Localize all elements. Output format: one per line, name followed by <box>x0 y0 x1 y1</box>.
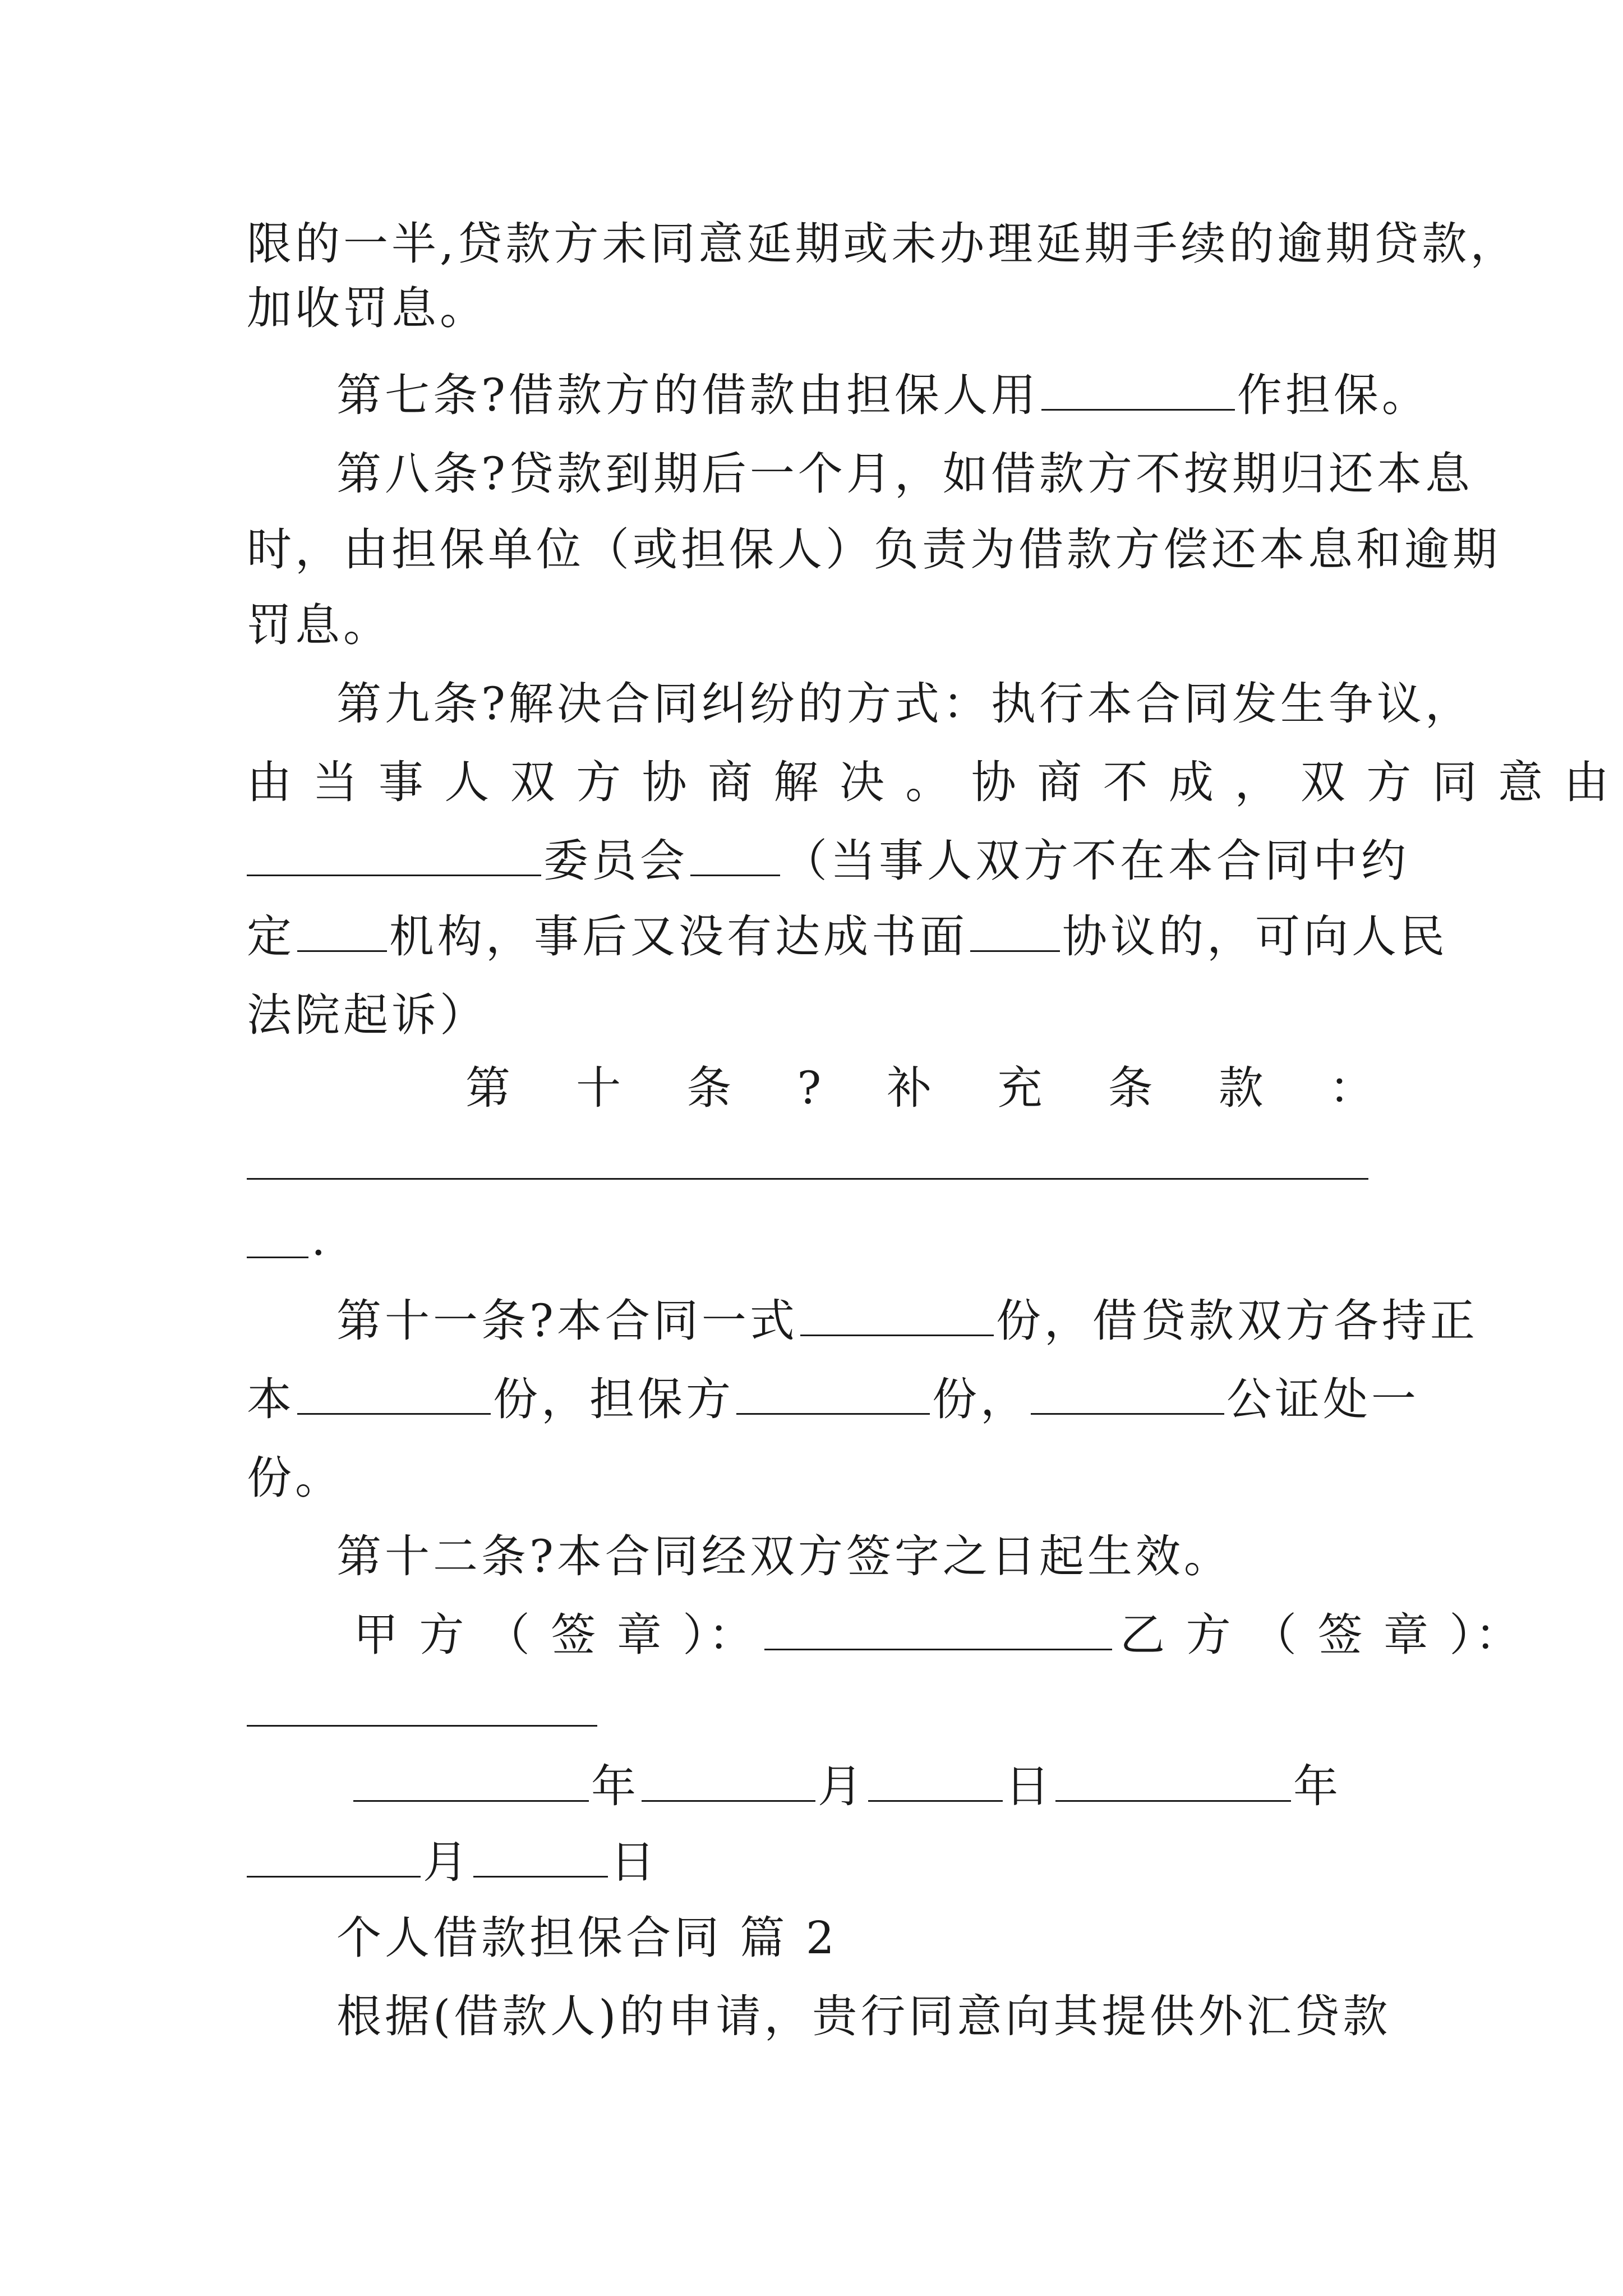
text-span: 加收罚息。 <box>247 282 488 334</box>
text-span: 份，担保方 <box>493 1373 734 1425</box>
article-11-line-2 <box>247 1372 1419 1428</box>
text-span: 年 <box>1293 1760 1341 1812</box>
text-span: 限的一半,贷款方未同意延期或未办理延期手续的逾期贷款， <box>247 218 1519 270</box>
text-span: . <box>311 1213 329 1266</box>
fill-blank <box>297 1374 491 1415</box>
text-span: 充 <box>997 1062 1043 1114</box>
year-blank <box>353 1761 589 1802</box>
article-11-line-1 <box>336 1293 1478 1349</box>
signature-line <box>353 1607 1523 1663</box>
date-line-1 <box>353 1759 1341 1815</box>
supplementary-blank-line <box>247 1178 1368 1180</box>
text-span: 月 <box>423 1836 471 1888</box>
article-9-line-5 <box>247 987 488 1043</box>
text-span: 十 <box>576 1062 621 1114</box>
month-blank <box>642 1761 815 1802</box>
fill-blank <box>800 1295 994 1336</box>
year-blank <box>1055 1761 1291 1802</box>
fill-blank <box>1031 1374 1224 1415</box>
article-10-end <box>311 1212 329 1268</box>
text-span: 罚息。 <box>247 599 391 651</box>
fill-blank <box>690 835 780 876</box>
text-span: 本 <box>247 1373 295 1425</box>
party-b-signature-blank <box>247 1725 597 1727</box>
fill-blank <box>1041 370 1235 411</box>
paragraph-line <box>247 280 488 337</box>
text-span: 委员会 <box>543 835 688 887</box>
text-span: 月 <box>818 1760 866 1812</box>
text-span: ? <box>797 1062 822 1114</box>
text-span: 作担保。 <box>1237 369 1430 421</box>
month-blank <box>247 1837 421 1878</box>
text-span: 协议的，可向人民 <box>1062 910 1448 963</box>
party-b-label: 乙 方 （ 签 章 ）： <box>1120 1609 1524 1661</box>
text-span: 补 <box>887 1062 932 1114</box>
text-span: 份，借贷款双方各持正 <box>995 1295 1478 1347</box>
text-span: 时，由担保单位（或担保人）负责为借款方偿还本息和逾期 <box>247 523 1501 576</box>
text-span: 第 <box>465 1062 510 1114</box>
text-span: 日 <box>610 1836 658 1888</box>
date-line-2 <box>247 1834 658 1890</box>
text-span: 个人借款担保合同 篇 2 <box>336 1912 838 1964</box>
supplementary-blank-line-end <box>247 1257 308 1258</box>
article-7 <box>336 367 1430 424</box>
fill-blank <box>247 835 541 876</box>
text-span: 条 <box>1108 1062 1153 1114</box>
text-span: ： <box>1329 1062 1374 1114</box>
article-11-line-3 <box>247 1450 343 1506</box>
text-span: 份。 <box>247 1452 343 1504</box>
text-span: 机构，事后又没有达成书面 <box>389 910 968 963</box>
article-9-line-3 <box>247 833 1409 889</box>
article-10-heading <box>465 1060 1374 1116</box>
fill-blank <box>736 1374 930 1415</box>
fill-blank <box>970 911 1060 952</box>
day-blank <box>473 1837 608 1878</box>
paragraph-line <box>336 1989 1391 2045</box>
article-8-line-3 <box>247 597 391 654</box>
text-span: 第九条?解决合同纠纷的方式：执行本合同发生争议， <box>336 678 1473 730</box>
text-span: 条 <box>686 1062 732 1114</box>
text-span: 定 <box>247 910 295 963</box>
paragraph-line <box>247 216 1518 272</box>
party-a-signature-blank <box>764 1609 1112 1650</box>
article-9-line-2 <box>247 754 1612 811</box>
text-span: 第八条?贷款到期后一个月，如借款方不按期归还本息 <box>336 448 1473 500</box>
text-span: 日 <box>1005 1760 1053 1812</box>
text-span: 法院起诉） <box>247 989 488 1041</box>
text-span: 份， <box>932 1373 1029 1425</box>
article-9-line-1 <box>336 676 1473 732</box>
text-span: 公证处一 <box>1227 1373 1419 1425</box>
text-span: （当事人双方不在本合同中约 <box>782 835 1409 887</box>
section-heading <box>336 1910 838 1966</box>
text-span: 第七条?借款方的借款由担保人用 <box>336 369 1039 421</box>
text-span: 第十一条?本合同一式 <box>336 1295 798 1347</box>
text-span: 年 <box>591 1760 639 1812</box>
text-span: 第十二条?本合同经双方签字之日起生效。 <box>336 1530 1232 1582</box>
article-12 <box>336 1529 1232 1585</box>
fill-blank <box>297 911 387 952</box>
day-blank <box>868 1761 1003 1802</box>
article-8-line-2 <box>247 522 1501 578</box>
text-span: 款 <box>1218 1062 1264 1114</box>
text-span: 根据(借款人)的申请，贵行同意向其提供外汇贷款 <box>336 1990 1391 2042</box>
text-span: 由 当 事 人 双 方 协 商 解 决 。 协 商 不 成 ， 双 方 同 意 由 <box>247 756 1612 808</box>
party-a-label: 甲 方 （ 签 章 ）： <box>353 1609 757 1661</box>
article-9-line-4 <box>247 909 1448 965</box>
article-8-line-1 <box>336 446 1473 502</box>
